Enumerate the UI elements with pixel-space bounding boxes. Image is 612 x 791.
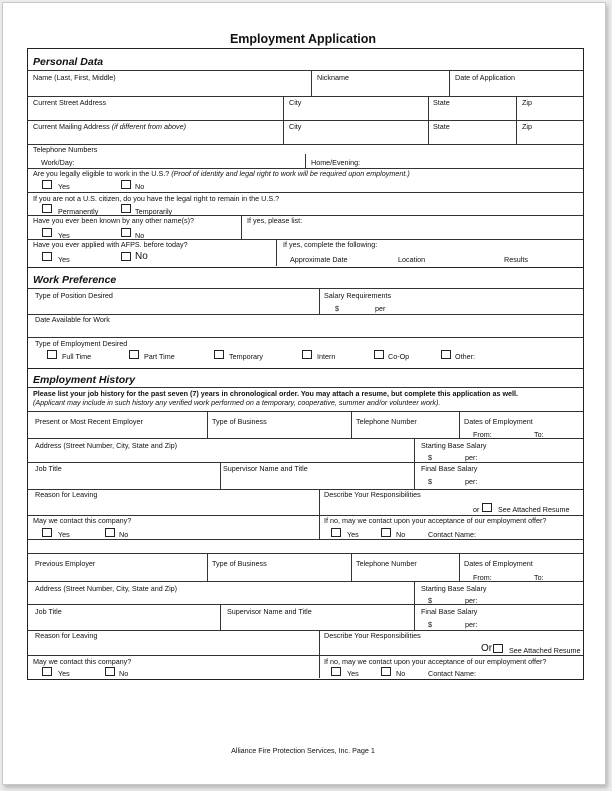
employer-2-final-salary-field[interactable]: Final Base Salary: [421, 607, 478, 616]
employer-2-supervisor-field[interactable]: Supervisor Name and Title: [227, 607, 312, 616]
citizen-question: If you are not a U.S. citizen, do you have the legal right to remain in the U.S.?: [33, 194, 280, 203]
employer-1-starting-dollar: $: [428, 453, 432, 462]
eligible-no-checkbox[interactable]: [121, 180, 131, 189]
applied-no-checkbox[interactable]: [121, 252, 131, 261]
employer-2-reason-field[interactable]: Reason for Leaving: [35, 631, 98, 640]
employer-2-see-resume-label: See Attached Resume: [509, 646, 581, 655]
work-preference-section: [27, 267, 583, 368]
employer-1-telephone-field[interactable]: Telephone Number: [356, 417, 417, 426]
mailing-address-field[interactable]: Current Mailing Address (if different from above): [33, 122, 187, 131]
position-type-field[interactable]: Type of Position Desired: [35, 291, 113, 300]
employer-2-contact-question: May we contact this company?: [33, 657, 132, 666]
employer-1-name-field[interactable]: Present or Most Recent Employer: [35, 417, 143, 426]
employer-2-contact-no-checkbox[interactable]: [105, 667, 115, 676]
employer-1-job-title-field[interactable]: Job Title: [35, 464, 62, 473]
intern-label: Intern: [317, 352, 336, 361]
intern-checkbox[interactable]: [302, 350, 312, 359]
employer-2-starting-dollar: $: [428, 596, 432, 605]
full-time-label: Full Time: [62, 352, 92, 361]
temporarily-label: Temporarily: [135, 207, 173, 216]
employer-2-contact-yes-label: Yes: [58, 669, 70, 678]
applied-yes-checkbox[interactable]: [42, 252, 52, 261]
employer-2-name-field[interactable]: Previous Employer: [35, 559, 96, 568]
employer-1-see-resume-checkbox[interactable]: [482, 503, 492, 512]
other-name-yes-checkbox[interactable]: [42, 228, 52, 237]
employer-2-to-field[interactable]: To:: [534, 573, 544, 582]
permanently-checkbox[interactable]: [42, 204, 52, 213]
co-op-label: Co-Op: [388, 352, 410, 361]
salary-dollar-sign: $: [335, 304, 339, 313]
employer-1-starting-per: per:: [465, 453, 478, 462]
employer-2-offer-no-checkbox[interactable]: [381, 667, 391, 676]
employer-1-responsibilities-field[interactable]: Describe Your Responsibilities: [324, 490, 421, 499]
personal-data-section: [27, 48, 583, 267]
employer-1-from-field[interactable]: From:: [473, 430, 492, 439]
employer-1-dates-label: Dates of Employment: [464, 417, 533, 426]
results-field[interactable]: Results: [504, 255, 528, 264]
eligible-question: Are you legally eligible to work in the U.S.? (Proof of identity and legal right to work will be required upon employment.): [33, 169, 410, 178]
salary-requirements-field[interactable]: Salary Requirements: [324, 291, 392, 300]
full-time-checkbox[interactable]: [47, 350, 57, 359]
state-field[interactable]: State: [433, 98, 450, 107]
employer-1-offer-yes-checkbox[interactable]: [331, 528, 341, 537]
employer-1-final-per: per:: [465, 477, 478, 486]
employer-1-see-resume-label: See Attached Resume: [498, 505, 570, 514]
employer-1-or-label: or: [473, 505, 480, 514]
co-op-checkbox[interactable]: [374, 350, 384, 359]
employer-2-from-field[interactable]: From:: [473, 573, 492, 582]
applied-before-question: Have you ever applied with AFPS. before today?: [33, 240, 188, 249]
other-name-question: Have you ever been known by any other name(s)?: [33, 216, 195, 225]
employment-history-section: [27, 368, 583, 680]
other-name-no-label: No: [135, 231, 145, 240]
applied-no-label: No: [135, 251, 148, 262]
temporarily-checkbox[interactable]: [121, 204, 131, 213]
eligible-yes-label: Yes: [58, 182, 70, 191]
employer-1-to-field[interactable]: To:: [534, 430, 544, 439]
applied-before-followup: If yes, complete the following:: [283, 240, 378, 249]
eligible-yes-checkbox[interactable]: [42, 180, 52, 189]
location-field[interactable]: Location: [398, 255, 426, 264]
name-field[interactable]: Name (Last, First, Middle): [33, 73, 116, 82]
temporary-label: Temporary: [229, 352, 263, 361]
work-day-phone-field[interactable]: Work/Day:: [41, 158, 75, 167]
employer-1-contact-yes-checkbox[interactable]: [42, 528, 52, 537]
approximate-date-field[interactable]: Approximate Date: [290, 255, 348, 264]
other-name-yes-label: Yes: [58, 231, 70, 240]
employer-1-business-type-field[interactable]: Type of Business: [212, 417, 267, 426]
other-checkbox[interactable]: [441, 350, 451, 359]
street-address-field[interactable]: Current Street Address: [33, 98, 107, 107]
employment-type-label: Type of Employment Desired: [35, 339, 128, 348]
employer-2-contact-yes-checkbox[interactable]: [42, 667, 52, 676]
employer-1-offer-yes-label: Yes: [347, 530, 359, 539]
other-name-list-field[interactable]: If yes, please list:: [247, 216, 303, 225]
employer-2-business-type-field[interactable]: Type of Business: [212, 559, 267, 568]
employer-2-contact-no-label: No: [119, 669, 129, 678]
work-preference-heading: Work Preference: [33, 274, 117, 286]
employer-2-offer-yes-checkbox[interactable]: [331, 667, 341, 676]
employer-1-supervisor-field[interactable]: Supervisor Name and Title: [223, 464, 308, 473]
employer-1-contact-question: May we contact this company?: [33, 516, 132, 525]
employer-2-offer-yes-label: Yes: [347, 669, 359, 678]
zip-field[interactable]: Zip: [522, 98, 532, 107]
nickname-field[interactable]: Nickname: [317, 73, 349, 82]
employer-1-contact-yes-label: Yes: [58, 530, 70, 539]
eligible-no-label: No: [135, 182, 145, 191]
telephone-label: Telephone Numbers: [33, 145, 98, 154]
mailing-zip-field[interactable]: Zip: [522, 122, 532, 131]
employment-history-heading: Employment History: [33, 374, 136, 386]
employer-2-or-label: Or: [481, 643, 493, 654]
employer-2-telephone-field[interactable]: Telephone Number: [356, 559, 417, 568]
employer-1-final-dollar: $: [428, 477, 432, 486]
applied-yes-label: Yes: [58, 255, 70, 264]
employer-1-offer-no-label: No: [396, 530, 406, 539]
history-instructions-note: (Applicant may include in such history any verified work performed on a temporary, cooperative, summer and/or volunteer work).: [33, 398, 441, 407]
other-label: Other:: [455, 352, 475, 361]
mailing-city-field[interactable]: City: [289, 122, 302, 131]
date-available-field[interactable]: Date Available for Work: [35, 315, 110, 324]
employer-1-address-field[interactable]: Address (Street Number, City, State and Zip): [35, 441, 178, 450]
form-title: Employment Application: [229, 32, 377, 46]
part-time-checkbox[interactable]: [129, 350, 139, 359]
employer-2-starting-salary-field[interactable]: Starting Base Salary: [421, 584, 487, 593]
part-time-label: Part Time: [144, 352, 175, 361]
employer-2-responsibilities-field[interactable]: Describe Your Responsibilities: [324, 631, 421, 640]
employer-2-offer-no-label: No: [396, 669, 406, 678]
employer-2-see-resume-checkbox[interactable]: [493, 644, 503, 653]
employer-1-contact-after-offer-question: If no, may we contact upon your acceptance of our employment offer?: [324, 516, 547, 525]
employer-1-contact-no-checkbox[interactable]: [105, 528, 115, 537]
employer-2-final-per: per:: [465, 620, 478, 629]
employer-1-reason-field[interactable]: Reason for Leaving: [35, 490, 98, 499]
employer-2-job-title-field[interactable]: Job Title: [35, 607, 62, 616]
employer-1-contact-name-field[interactable]: Contact Name:: [428, 530, 476, 539]
other-name-no-checkbox[interactable]: [121, 228, 131, 237]
mailing-state-field[interactable]: State: [433, 122, 450, 131]
city-field[interactable]: City: [289, 98, 302, 107]
employer-1-starting-salary-field[interactable]: Starting Base Salary: [421, 441, 487, 450]
employer-2-final-dollar: $: [428, 620, 432, 629]
history-instructions: Please list your job history for the past seven (7) years in chronological order. You may attach a resume, but complete this application as well.: [33, 389, 519, 398]
employer-1-offer-no-checkbox[interactable]: [381, 528, 391, 537]
salary-per-label: per: [375, 304, 386, 313]
permanently-label: Permanently: [58, 207, 99, 216]
employer-2-contact-name-field[interactable]: Contact Name:: [428, 669, 476, 678]
page-footer: Alliance Fire Protection Services, Inc. Page 1: [231, 746, 375, 755]
temporary-checkbox[interactable]: [214, 350, 224, 359]
employer-1-final-salary-field[interactable]: Final Base Salary: [421, 464, 478, 473]
employer-1-contact-no-label: No: [119, 530, 129, 539]
employer-2-dates-label: Dates of Employment: [464, 559, 533, 568]
date-of-application-field[interactable]: Date of Application: [455, 73, 515, 82]
personal-data-heading: Personal Data: [33, 56, 104, 68]
home-evening-phone-field[interactable]: Home/Evening:: [311, 158, 361, 167]
employer-2-contact-after-offer-question: If no, may we contact upon your acceptance of our employment offer?: [324, 657, 547, 666]
employer-2-address-field[interactable]: Address (Street Number, City, State and Zip): [35, 584, 178, 593]
employer-2-starting-per: per:: [465, 596, 478, 605]
